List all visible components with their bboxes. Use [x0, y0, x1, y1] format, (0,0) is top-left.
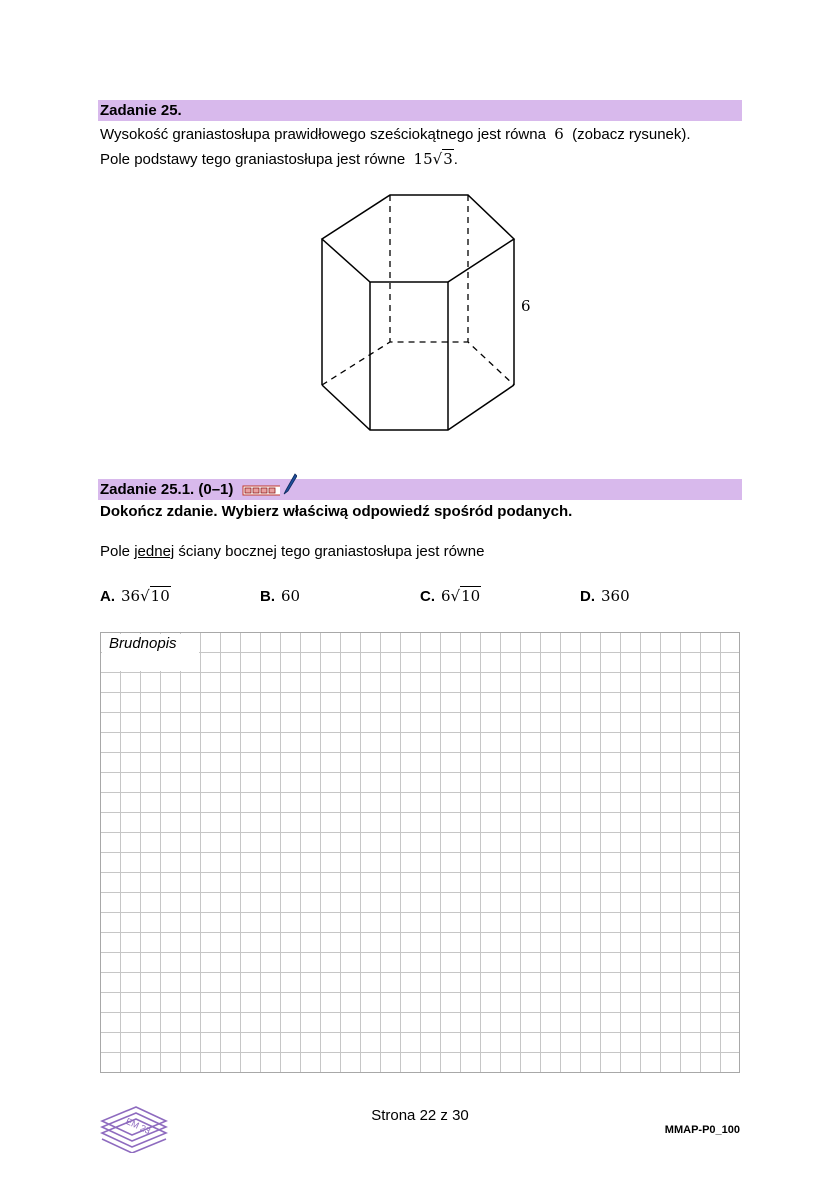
page-number: Strona 22 z 30	[371, 1107, 469, 1124]
underlined-word: jednej	[134, 543, 175, 560]
base-area-value: 15√3	[413, 150, 453, 168]
subtask-header	[98, 479, 742, 500]
task-header	[98, 100, 742, 121]
question: Pole jednej ściany bocznej tego graniastosłupa jest równe	[100, 543, 485, 560]
task-title: Zadanie 25.	[100, 102, 182, 119]
height-label: 6	[521, 297, 531, 315]
instruction: Dokończ zdanie. Wybierz właściwą odpowiedź spośród podanych.	[100, 503, 573, 520]
scratch-label: Brudnopis	[102, 634, 199, 671]
task-text-line1: Wysokość graniastosłupa prawidłowego sześciokątnego jest równa 6 (zobacz rysunek).	[100, 125, 691, 143]
height-value: 6	[554, 125, 564, 143]
answer-b[interactable]: B. 60	[260, 587, 301, 605]
scratch-grid[interactable]	[100, 632, 740, 1073]
bottom-hidden	[322, 342, 514, 385]
computer-icon	[242, 480, 280, 500]
answer-d[interactable]: D. 360	[580, 587, 630, 605]
subtask-title: Zadanie 25.1. (0–1)	[100, 481, 234, 498]
logo-text: EM 23	[124, 1115, 153, 1137]
pen-icon	[283, 473, 297, 495]
top-base	[322, 195, 514, 282]
answer-c[interactable]: C. 6√10	[420, 587, 481, 605]
answer-a[interactable]: A. 36√10	[100, 587, 170, 605]
bottom-visible	[322, 385, 514, 430]
hexagonal-prism-figure	[310, 185, 540, 440]
task-text-line2: Pole podstawy tego graniastosłupa jest równe 15√3.	[100, 150, 458, 168]
document-code: MMAP-P0_100	[664, 1124, 740, 1136]
